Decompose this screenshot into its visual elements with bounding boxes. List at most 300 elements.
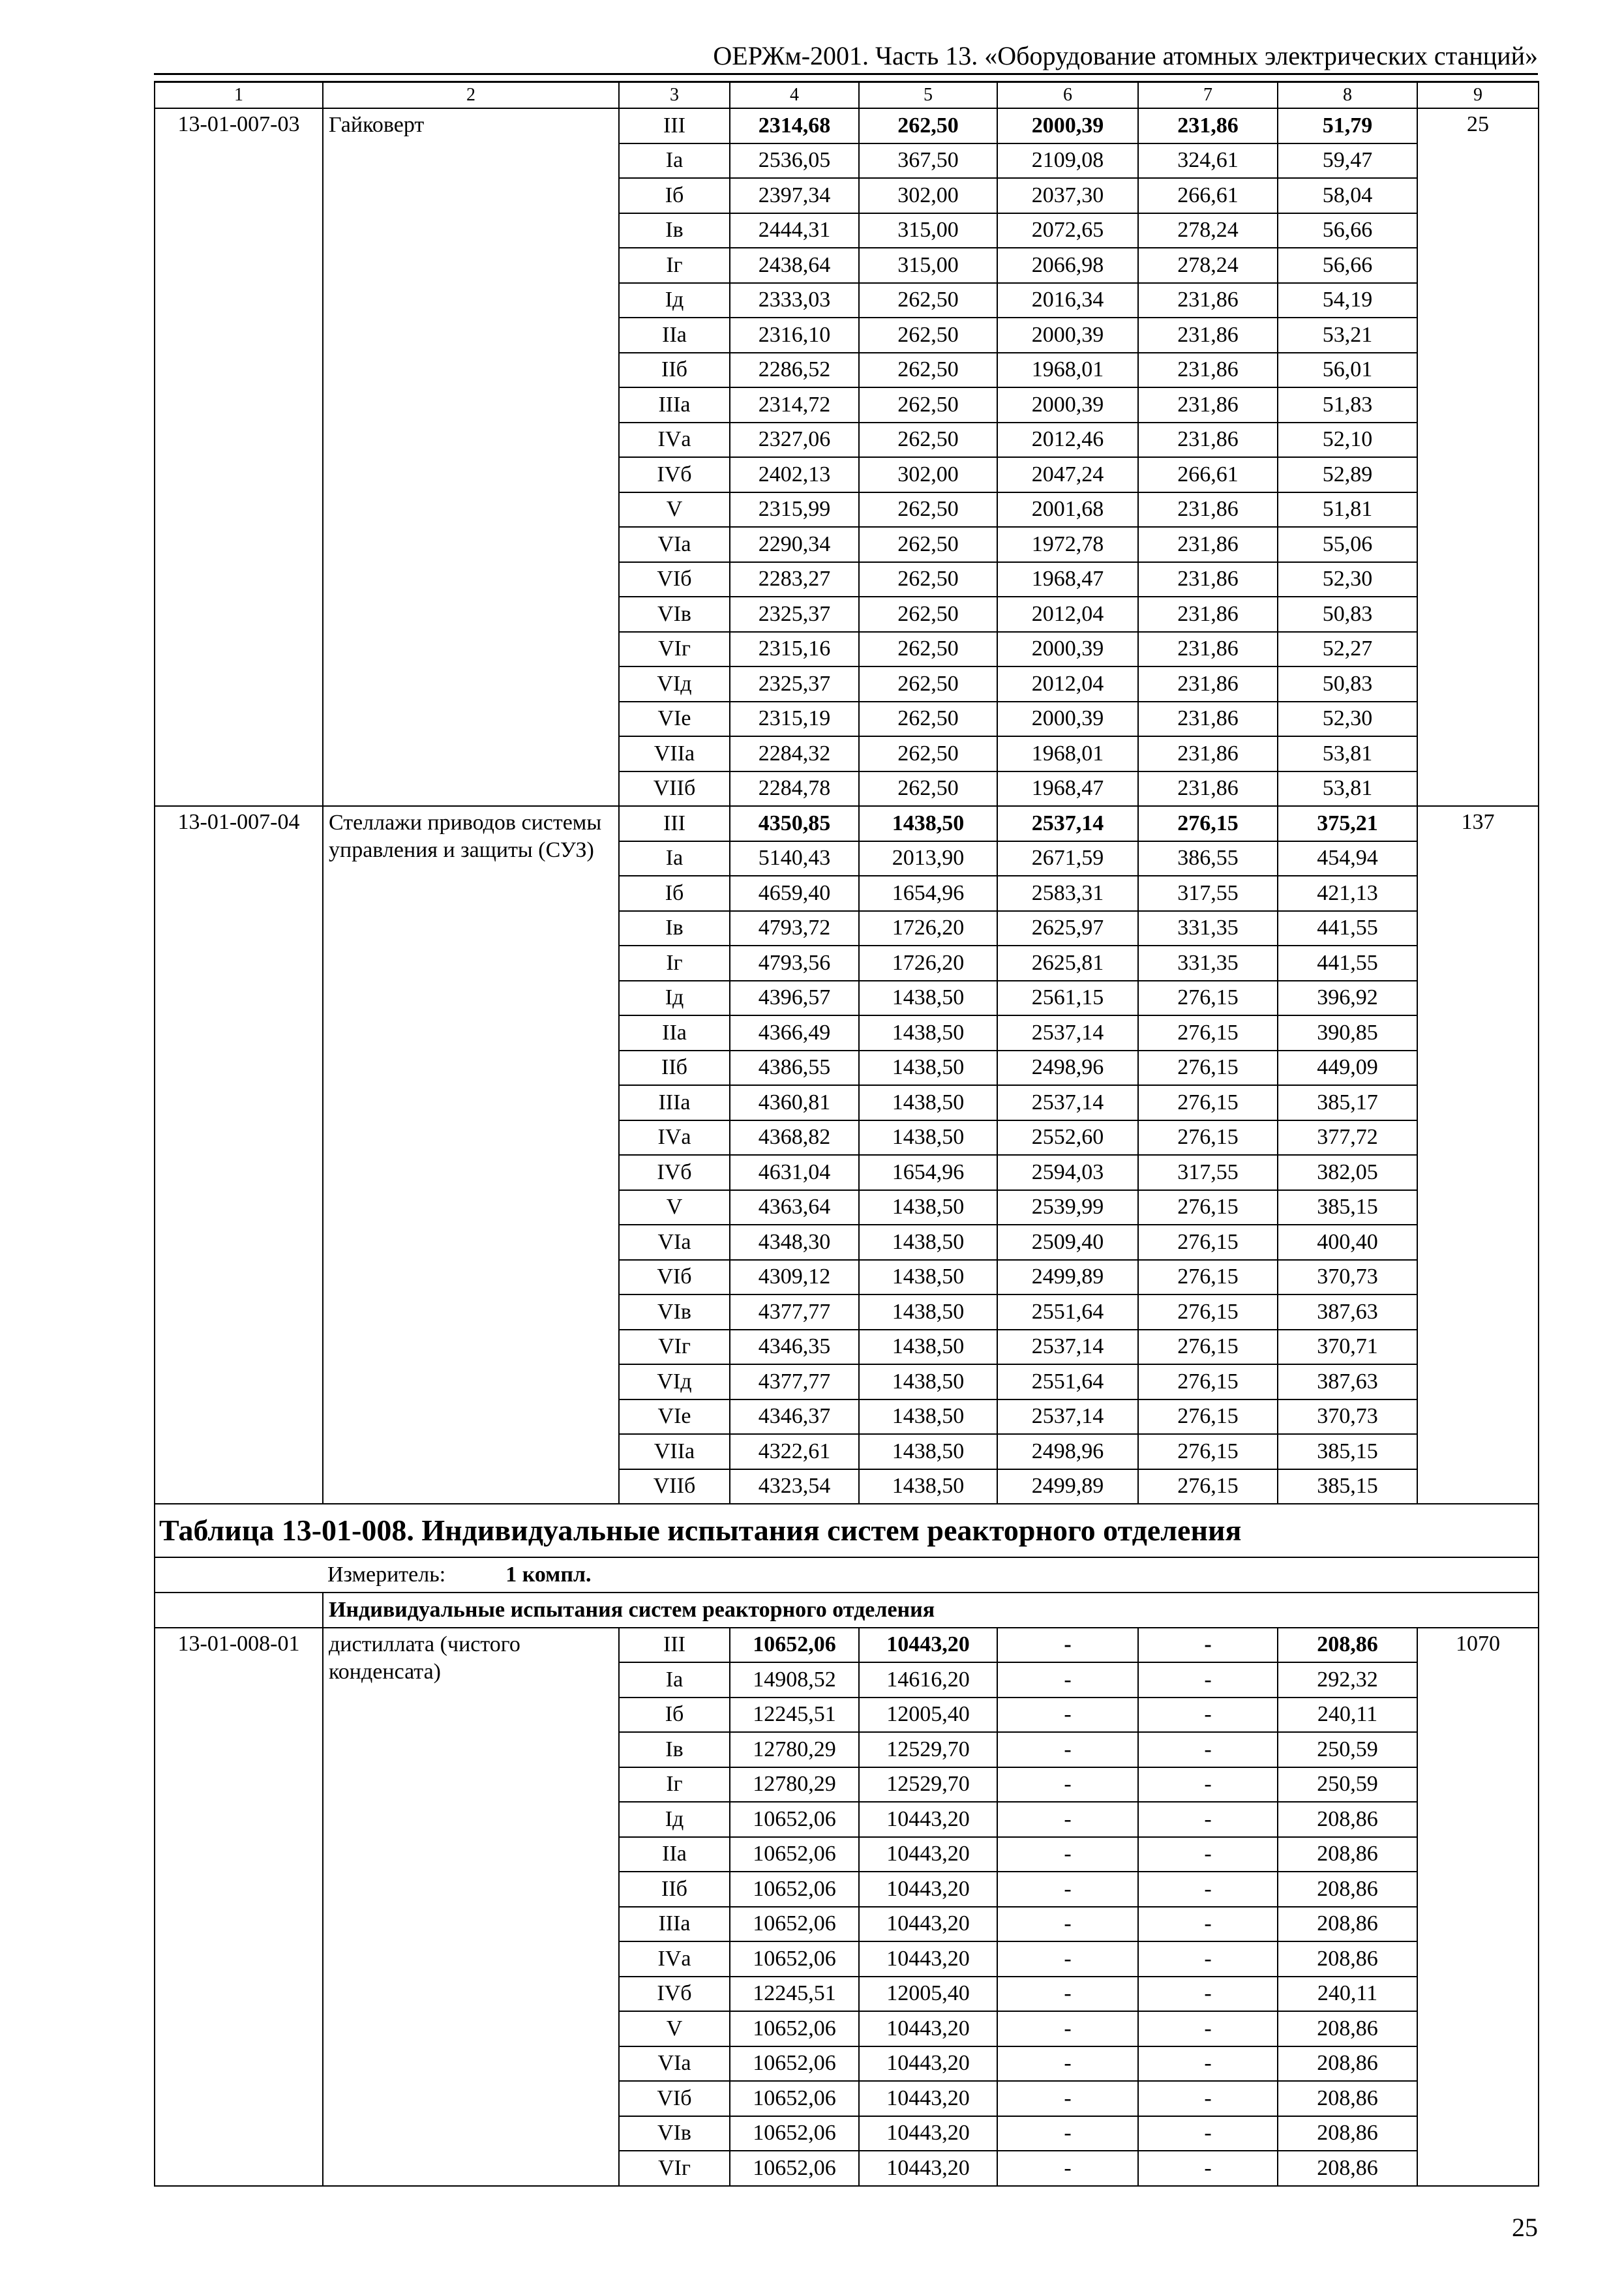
value-cell: 302,00: [859, 178, 997, 213]
value-cell: 2625,97: [997, 911, 1138, 946]
item-code: 13-01-007-03: [155, 108, 323, 806]
value-cell: 390,85: [1278, 1015, 1417, 1051]
value-cell: 2315,99: [730, 492, 859, 528]
value-cell: 276,15: [1138, 1015, 1278, 1051]
value-cell: -: [1138, 1698, 1278, 1733]
value-cell: 377,72: [1278, 1120, 1417, 1156]
value-cell: 4346,35: [730, 1330, 859, 1365]
value-cell: 1654,96: [859, 1155, 997, 1190]
value-cell: 2551,64: [997, 1364, 1138, 1399]
value-cell: 1726,20: [859, 946, 997, 981]
value-cell: 2314,68: [730, 108, 859, 143]
value-cell: 276,15: [1138, 1330, 1278, 1365]
value-cell: -: [1138, 1837, 1278, 1872]
zone-cell: VIе: [619, 702, 730, 737]
value-cell: 2000,39: [997, 632, 1138, 667]
value-cell: 208,86: [1278, 1872, 1417, 1907]
value-cell: -: [1138, 2151, 1278, 2186]
zone-cell: VIе: [619, 1399, 730, 1435]
value-cell: 10443,20: [859, 1802, 997, 1837]
value-cell: 2583,31: [997, 876, 1138, 911]
zone-cell: VIа: [619, 2046, 730, 2082]
value-cell: 208,86: [1278, 1837, 1417, 1872]
value-cell: 2327,06: [730, 423, 859, 458]
value-cell: 53,81: [1278, 736, 1417, 771]
value-cell: 2283,27: [730, 562, 859, 597]
item-total: 25: [1417, 108, 1539, 806]
value-cell: 276,15: [1138, 1120, 1278, 1156]
value-cell: 12780,29: [730, 1732, 859, 1767]
value-cell: 4631,04: [730, 1155, 859, 1190]
value-cell: 10443,20: [859, 2081, 997, 2116]
value-cell: 208,86: [1278, 1907, 1417, 1942]
value-cell: 400,40: [1278, 1225, 1417, 1260]
value-cell: 10443,20: [859, 2011, 997, 2046]
value-cell: 2001,68: [997, 492, 1138, 528]
value-cell: 396,92: [1278, 981, 1417, 1016]
value-cell: 1438,50: [859, 1225, 997, 1260]
value-cell: 2552,60: [997, 1120, 1138, 1156]
zone-cell: VIа: [619, 527, 730, 562]
value-cell: 12780,29: [730, 1767, 859, 1803]
zone-cell: VIб: [619, 562, 730, 597]
value-cell: 231,86: [1138, 492, 1278, 528]
zone-cell: IVа: [619, 423, 730, 458]
section-blank-cell: [155, 1593, 323, 1628]
zone-cell: IIIа: [619, 387, 730, 423]
value-cell: 276,15: [1138, 1085, 1278, 1120]
value-cell: -: [1138, 1767, 1278, 1803]
zone-cell: VIг: [619, 2151, 730, 2186]
column-number: 5: [859, 82, 997, 109]
value-cell: -: [997, 1941, 1138, 1977]
value-cell: 208,86: [1278, 1628, 1417, 1663]
value-cell: 2016,34: [997, 283, 1138, 318]
value-cell: 2000,39: [997, 318, 1138, 353]
table-row: [155, 806, 1539, 841]
zone-cell: VIб: [619, 2081, 730, 2116]
zone-cell: VIг: [619, 632, 730, 667]
value-cell: 231,86: [1138, 597, 1278, 632]
value-cell: 276,15: [1138, 1364, 1278, 1399]
value-cell: 331,35: [1138, 911, 1278, 946]
zone-cell: Iд: [619, 1802, 730, 1837]
value-cell: 2499,89: [997, 1469, 1138, 1504]
value-cell: 2551,64: [997, 1294, 1138, 1330]
value-cell: 262,50: [859, 736, 997, 771]
value-cell: 2625,81: [997, 946, 1138, 981]
value-cell: 240,11: [1278, 1698, 1417, 1733]
value-cell: 56,01: [1278, 353, 1417, 388]
zone-cell: IVа: [619, 1941, 730, 1977]
value-cell: 2284,78: [730, 771, 859, 807]
value-cell: 2109,08: [997, 143, 1138, 179]
zone-cell: VIIб: [619, 1469, 730, 1504]
column-number: 8: [1278, 82, 1417, 109]
zone-cell: Iа: [619, 1662, 730, 1698]
value-cell: 52,89: [1278, 457, 1417, 492]
value-cell: 55,06: [1278, 527, 1417, 562]
value-cell: 1438,50: [859, 1120, 997, 1156]
value-cell: 4309,12: [730, 1260, 859, 1295]
value-cell: -: [1138, 2081, 1278, 2116]
value-cell: -: [997, 2151, 1138, 2186]
value-cell: 276,15: [1138, 1399, 1278, 1435]
value-cell: 2012,46: [997, 423, 1138, 458]
zone-cell: IVб: [619, 1155, 730, 1190]
measure-value: 1 компл.: [505, 1563, 592, 1587]
value-cell: -: [997, 1872, 1138, 1907]
value-cell: 2671,59: [997, 841, 1138, 876]
value-cell: 441,55: [1278, 911, 1417, 946]
zone-cell: IIIа: [619, 1907, 730, 1942]
value-cell: 262,50: [859, 702, 997, 737]
value-cell: 262,50: [859, 666, 997, 702]
value-cell: 10652,06: [730, 2011, 859, 2046]
section-title: Индивидуальные испытания систем реакторного отделения: [323, 1593, 1539, 1628]
value-cell: 10443,20: [859, 1628, 997, 1663]
value-cell: 2561,15: [997, 981, 1138, 1016]
value-cell: 2290,34: [730, 527, 859, 562]
value-cell: 56,66: [1278, 248, 1417, 283]
value-cell: 250,59: [1278, 1767, 1417, 1803]
value-cell: 2072,65: [997, 213, 1138, 248]
value-cell: 4377,77: [730, 1364, 859, 1399]
column-number: 6: [997, 82, 1138, 109]
value-cell: 1438,50: [859, 1015, 997, 1051]
value-cell: 231,86: [1138, 771, 1278, 807]
section-row: [155, 1593, 1539, 1628]
zone-cell: Iа: [619, 143, 730, 179]
value-cell: 4366,49: [730, 1015, 859, 1051]
value-cell: 292,32: [1278, 1662, 1417, 1698]
value-cell: -: [1138, 1977, 1278, 2012]
column-number: 2: [323, 82, 619, 109]
value-cell: 51,79: [1278, 108, 1417, 143]
value-cell: 208,86: [1278, 2046, 1417, 2082]
value-cell: 4396,57: [730, 981, 859, 1016]
zone-cell: VIIа: [619, 1434, 730, 1469]
table-body: [155, 82, 1539, 2186]
value-cell: 208,86: [1278, 1802, 1417, 1837]
zone-cell: IIб: [619, 1051, 730, 1086]
value-cell: -: [997, 1662, 1138, 1698]
value-cell: 315,00: [859, 248, 997, 283]
value-cell: -: [997, 1802, 1138, 1837]
page-number: 25: [1512, 2213, 1538, 2242]
value-cell: 262,50: [859, 387, 997, 423]
item-name: Стеллажи приводов системы управления и защиты (СУЗ): [323, 806, 619, 1504]
zone-cell: Iв: [619, 213, 730, 248]
value-cell: -: [997, 1977, 1138, 2012]
value-cell: -: [997, 1628, 1138, 1663]
value-cell: 10443,20: [859, 1872, 997, 1907]
value-cell: 370,71: [1278, 1330, 1417, 1365]
value-cell: -: [1138, 1802, 1278, 1837]
column-number: 4: [730, 82, 859, 109]
value-cell: 2438,64: [730, 248, 859, 283]
value-cell: 4363,64: [730, 1190, 859, 1225]
value-cell: 4377,77: [730, 1294, 859, 1330]
value-cell: 4350,85: [730, 806, 859, 841]
value-cell: 4323,54: [730, 1469, 859, 1504]
table-row: [155, 1628, 1539, 1663]
value-cell: 276,15: [1138, 1434, 1278, 1469]
value-cell: 208,86: [1278, 2081, 1417, 2116]
value-cell: 10443,20: [859, 2046, 997, 2082]
value-cell: -: [1138, 1628, 1278, 1663]
value-cell: 1968,47: [997, 562, 1138, 597]
value-cell: 324,61: [1138, 143, 1278, 179]
value-cell: 1438,50: [859, 1330, 997, 1365]
value-cell: 56,66: [1278, 213, 1417, 248]
value-cell: 385,15: [1278, 1434, 1417, 1469]
value-cell: 317,55: [1138, 876, 1278, 911]
item-code: 13-01-007-04: [155, 806, 323, 1504]
value-cell: 367,50: [859, 143, 997, 179]
zone-cell: IIб: [619, 1872, 730, 1907]
value-cell: 2037,30: [997, 178, 1138, 213]
value-cell: 276,15: [1138, 1469, 1278, 1504]
table2-title: Таблица 13-01-008. Индивидуальные испытания систем реакторного отделения: [155, 1504, 1539, 1557]
value-cell: 2012,04: [997, 666, 1138, 702]
zone-cell: Iг: [619, 946, 730, 981]
value-cell: 1972,78: [997, 527, 1138, 562]
value-cell: 375,21: [1278, 806, 1417, 841]
value-cell: 50,83: [1278, 597, 1417, 632]
value-cell: 2000,39: [997, 108, 1138, 143]
zone-cell: Iг: [619, 1767, 730, 1803]
value-cell: 52,27: [1278, 632, 1417, 667]
value-cell: 12529,70: [859, 1732, 997, 1767]
zone-cell: Iв: [619, 1732, 730, 1767]
value-cell: 262,50: [859, 562, 997, 597]
value-cell: 58,04: [1278, 178, 1417, 213]
value-cell: 302,00: [859, 457, 997, 492]
value-cell: 231,86: [1138, 108, 1278, 143]
value-cell: 262,50: [859, 492, 997, 528]
column-number: 7: [1138, 82, 1278, 109]
value-cell: -: [997, 1907, 1138, 1942]
value-cell: 2314,72: [730, 387, 859, 423]
value-cell: 262,50: [859, 527, 997, 562]
item-name: Гайковерт: [323, 108, 619, 806]
value-cell: 208,86: [1278, 2151, 1417, 2186]
value-cell: 382,05: [1278, 1155, 1417, 1190]
value-cell: 1438,50: [859, 1260, 997, 1295]
value-cell: 2397,34: [730, 178, 859, 213]
value-cell: 2325,37: [730, 597, 859, 632]
value-cell: 12245,51: [730, 1977, 859, 2012]
value-cell: 52,10: [1278, 423, 1417, 458]
zone-cell: III: [619, 1628, 730, 1663]
zone-cell: IVа: [619, 1120, 730, 1156]
header-rule: [154, 73, 1538, 75]
value-cell: 262,50: [859, 318, 997, 353]
value-cell: 4348,30: [730, 1225, 859, 1260]
value-cell: 1438,50: [859, 1085, 997, 1120]
value-cell: 10652,06: [730, 2116, 859, 2151]
value-cell: 59,47: [1278, 143, 1417, 179]
value-cell: 276,15: [1138, 1260, 1278, 1295]
zone-cell: VIб: [619, 1260, 730, 1295]
value-cell: 52,30: [1278, 702, 1417, 737]
value-cell: 10652,06: [730, 1907, 859, 1942]
zone-cell: Iб: [619, 1698, 730, 1733]
value-cell: -: [997, 1732, 1138, 1767]
value-cell: 370,73: [1278, 1260, 1417, 1295]
zone-cell: VIд: [619, 666, 730, 702]
zone-cell: VIд: [619, 1364, 730, 1399]
value-cell: 4322,61: [730, 1434, 859, 1469]
value-cell: 231,86: [1138, 702, 1278, 737]
value-cell: 276,15: [1138, 1225, 1278, 1260]
value-cell: 231,86: [1138, 423, 1278, 458]
value-cell: -: [997, 1837, 1138, 1872]
value-cell: 387,63: [1278, 1294, 1417, 1330]
zone-cell: IIа: [619, 1015, 730, 1051]
value-cell: 262,50: [859, 423, 997, 458]
value-cell: 10652,06: [730, 1802, 859, 1837]
value-cell: 250,59: [1278, 1732, 1417, 1767]
zone-cell: Iв: [619, 911, 730, 946]
value-cell: 385,17: [1278, 1085, 1417, 1120]
value-cell: 52,30: [1278, 562, 1417, 597]
value-cell: 1438,50: [859, 1051, 997, 1086]
value-cell: 240,11: [1278, 1977, 1417, 2012]
value-cell: 4793,56: [730, 946, 859, 981]
value-cell: 231,86: [1138, 736, 1278, 771]
value-cell: 385,15: [1278, 1190, 1417, 1225]
value-cell: 1438,50: [859, 1364, 997, 1399]
zone-cell: V: [619, 1190, 730, 1225]
value-cell: 317,55: [1138, 1155, 1278, 1190]
value-cell: 2012,04: [997, 597, 1138, 632]
value-cell: 278,24: [1138, 248, 1278, 283]
zone-cell: Iд: [619, 283, 730, 318]
value-cell: 386,55: [1138, 841, 1278, 876]
value-cell: 51,83: [1278, 387, 1417, 423]
value-cell: 53,81: [1278, 771, 1417, 807]
zone-cell: Iг: [619, 248, 730, 283]
value-cell: 331,35: [1138, 946, 1278, 981]
value-cell: 4793,72: [730, 911, 859, 946]
value-cell: 2498,96: [997, 1434, 1138, 1469]
value-cell: 10443,20: [859, 1941, 997, 1977]
item-total: 1070: [1417, 1628, 1539, 2186]
value-cell: 1438,50: [859, 1399, 997, 1435]
value-cell: 12529,70: [859, 1767, 997, 1803]
value-cell: 2066,98: [997, 248, 1138, 283]
value-cell: 10652,06: [730, 1872, 859, 1907]
price-table: [154, 81, 1539, 2187]
value-cell: 50,83: [1278, 666, 1417, 702]
value-cell: 278,24: [1138, 213, 1278, 248]
value-cell: 4659,40: [730, 876, 859, 911]
zone-cell: VIв: [619, 2116, 730, 2151]
value-cell: 2537,14: [997, 1015, 1138, 1051]
item-code: 13-01-008-01: [155, 1628, 323, 2186]
value-cell: 266,61: [1138, 457, 1278, 492]
zone-cell: Iб: [619, 178, 730, 213]
zone-cell: VIв: [619, 597, 730, 632]
value-cell: 10652,06: [730, 2081, 859, 2116]
value-cell: -: [997, 1698, 1138, 1733]
value-cell: 2498,96: [997, 1051, 1138, 1086]
value-cell: 276,15: [1138, 1051, 1278, 1086]
value-cell: -: [1138, 1732, 1278, 1767]
measure-row: [155, 1557, 1539, 1593]
value-cell: 231,86: [1138, 387, 1278, 423]
zone-cell: IIа: [619, 1837, 730, 1872]
value-cell: 1438,50: [859, 1190, 997, 1225]
value-cell: 10443,20: [859, 2116, 997, 2151]
value-cell: 315,00: [859, 213, 997, 248]
value-cell: 370,73: [1278, 1399, 1417, 1435]
value-cell: 10443,20: [859, 2151, 997, 2186]
value-cell: 449,09: [1278, 1051, 1417, 1086]
value-cell: 4368,82: [730, 1120, 859, 1156]
value-cell: 2509,40: [997, 1225, 1138, 1260]
value-cell: 276,15: [1138, 1294, 1278, 1330]
value-cell: 2325,37: [730, 666, 859, 702]
zone-cell: VIв: [619, 1294, 730, 1330]
value-cell: 2315,19: [730, 702, 859, 737]
value-cell: 231,86: [1138, 283, 1278, 318]
value-cell: -: [1138, 1941, 1278, 1977]
column-number: 3: [619, 82, 730, 109]
value-cell: 12245,51: [730, 1698, 859, 1733]
value-cell: 1438,50: [859, 806, 997, 841]
value-cell: 10443,20: [859, 1907, 997, 1942]
item-name: дистиллата (чистого конденсата): [323, 1628, 619, 2186]
value-cell: 4386,55: [730, 1051, 859, 1086]
value-cell: 12005,40: [859, 1977, 997, 2012]
value-cell: 2284,32: [730, 736, 859, 771]
value-cell: 2000,39: [997, 387, 1138, 423]
zone-cell: V: [619, 2011, 730, 2046]
value-cell: 262,50: [859, 108, 997, 143]
value-cell: 2333,03: [730, 283, 859, 318]
value-cell: 14616,20: [859, 1662, 997, 1698]
value-cell: 208,86: [1278, 2116, 1417, 2151]
value-cell: 262,50: [859, 771, 997, 807]
value-cell: 10652,06: [730, 1628, 859, 1663]
value-cell: 2537,14: [997, 1330, 1138, 1365]
value-cell: -: [997, 2046, 1138, 2082]
table-row: [155, 108, 1539, 143]
zone-cell: IVб: [619, 457, 730, 492]
value-cell: 387,63: [1278, 1364, 1417, 1399]
value-cell: 12005,40: [859, 1698, 997, 1733]
value-cell: 231,86: [1138, 632, 1278, 667]
zone-cell: Iа: [619, 841, 730, 876]
value-cell: 4346,37: [730, 1399, 859, 1435]
value-cell: 2499,89: [997, 1260, 1138, 1295]
zone-cell: VIа: [619, 1225, 730, 1260]
value-cell: 262,50: [859, 353, 997, 388]
value-cell: 10652,06: [730, 2151, 859, 2186]
value-cell: 1438,50: [859, 981, 997, 1016]
value-cell: 51,81: [1278, 492, 1417, 528]
value-cell: 262,50: [859, 597, 997, 632]
value-cell: 2537,14: [997, 1085, 1138, 1120]
measure-cell: [155, 1557, 1539, 1593]
value-cell: 2013,90: [859, 841, 997, 876]
value-cell: 5140,43: [730, 841, 859, 876]
value-cell: 231,86: [1138, 318, 1278, 353]
zone-cell: IIIа: [619, 1085, 730, 1120]
